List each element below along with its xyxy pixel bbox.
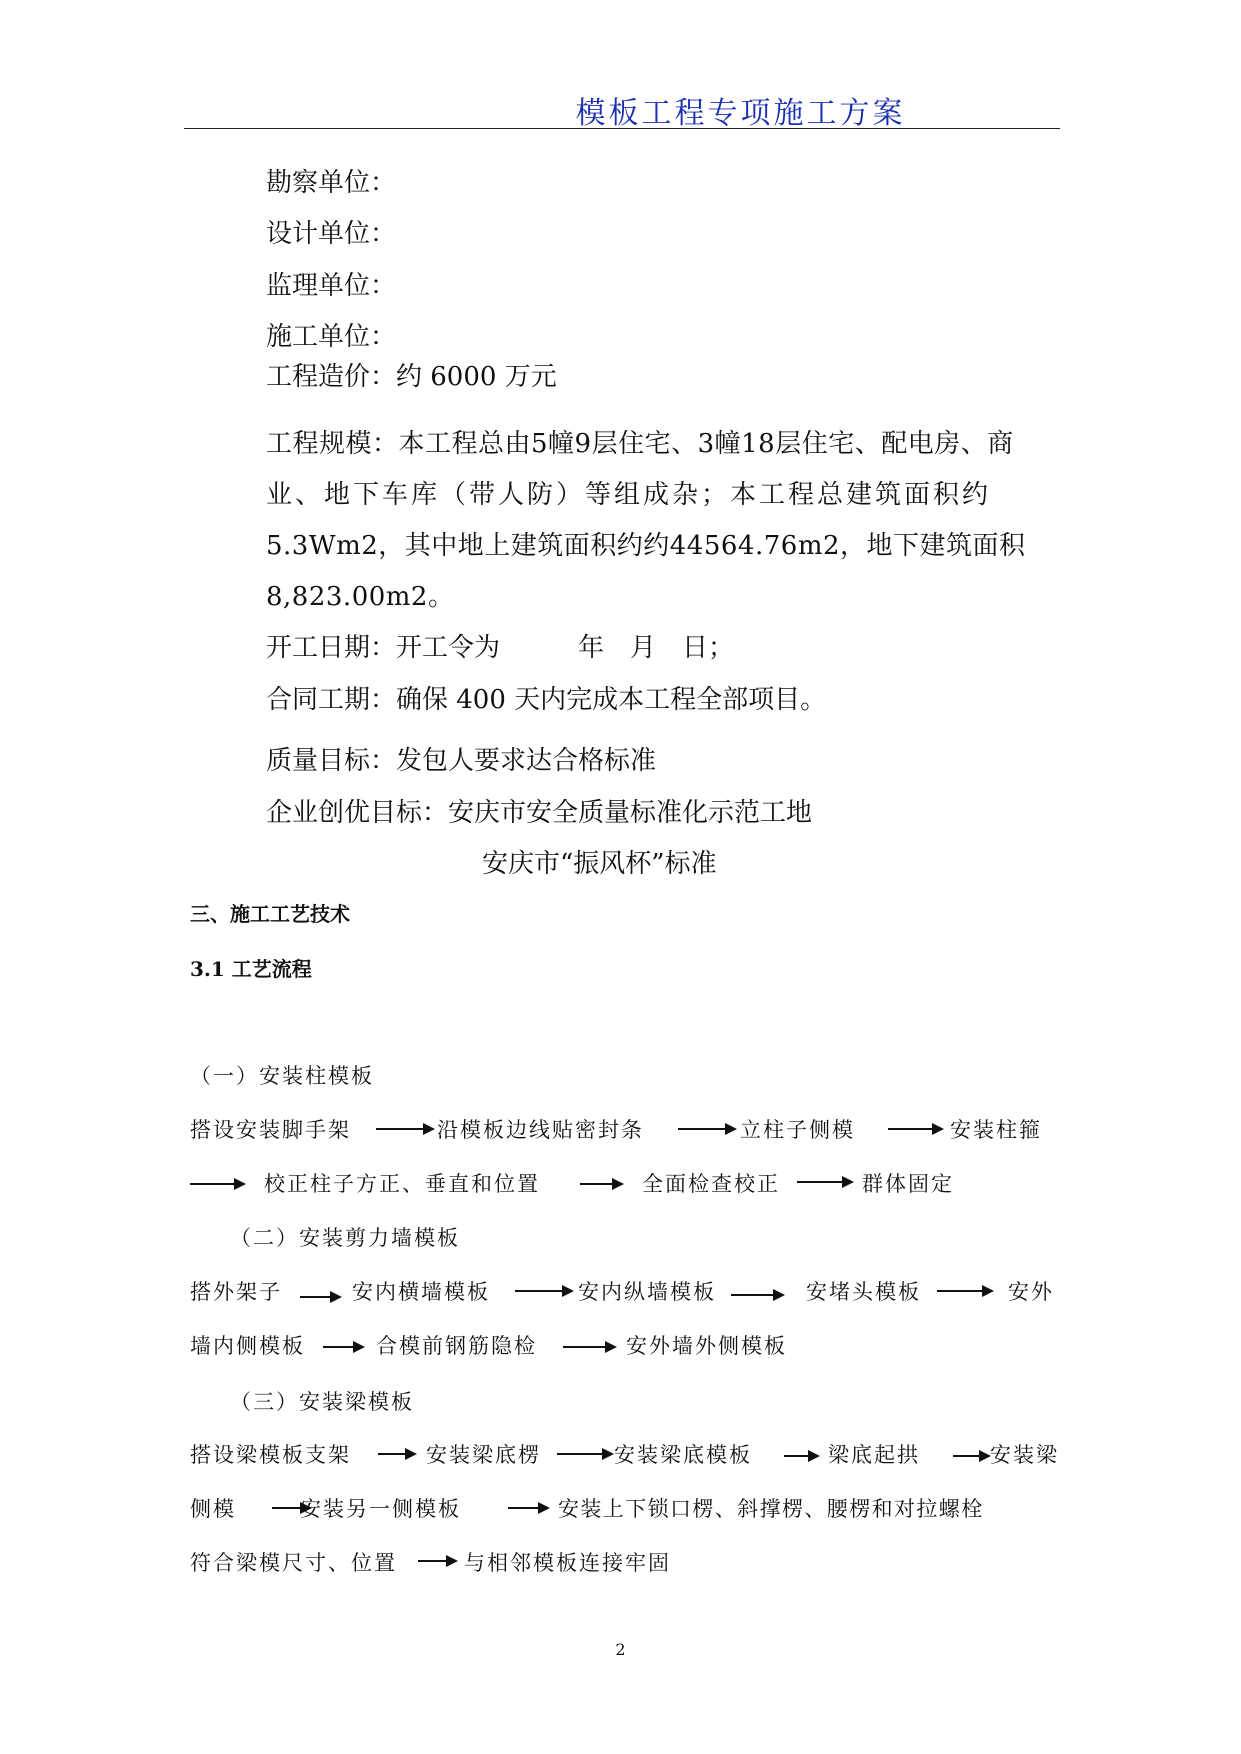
project-scale-line3: 5.3Wm2，其中地上建筑面积约约44564.76m2，地下建筑面积 bbox=[266, 531, 1026, 561]
flow1-step: 搭设安装脚手架 bbox=[190, 1118, 351, 1142]
project-cost: 工程造价：约 6000 万元 bbox=[266, 362, 557, 392]
flow-arrow bbox=[937, 1290, 990, 1292]
flow2-step: 合模前钢筋隐检 bbox=[376, 1334, 537, 1358]
flow2-title: （二）安装剪力墙模板 bbox=[230, 1226, 460, 1250]
page-number: 2 bbox=[615, 1640, 626, 1659]
flow-arrow bbox=[515, 1290, 570, 1292]
flow1-title: （一）安装柱模板 bbox=[190, 1064, 374, 1088]
excellence-target-2: 安庆市“振风杯”标准 bbox=[482, 849, 717, 879]
construction-unit: 施工单位： bbox=[266, 322, 397, 352]
header-rule bbox=[184, 128, 1060, 129]
flow1-step: 群体固定 bbox=[862, 1172, 954, 1196]
subsection-title: 3.1 工艺流程 bbox=[190, 957, 312, 981]
flow-arrow bbox=[563, 1346, 613, 1348]
flow1-step: 立柱子侧模 bbox=[740, 1118, 855, 1142]
flow3-title: （三）安装梁模板 bbox=[230, 1390, 414, 1414]
flow-arrow bbox=[557, 1453, 610, 1455]
flow-arrow bbox=[300, 1296, 338, 1298]
flow2-step: 安外 bbox=[1008, 1280, 1054, 1304]
section-title: 三、施工工艺技术 bbox=[190, 902, 350, 926]
excellence-target: 企业创优目标：安庆市安全质量标准化示范工地 bbox=[266, 798, 813, 828]
flow-arrow bbox=[323, 1346, 361, 1348]
start-date: 开工日期：开工令为 年 月 日； bbox=[266, 633, 735, 663]
flow-arrow bbox=[418, 1560, 454, 1562]
flow-arrow bbox=[953, 1455, 987, 1457]
flow1-step: 校正柱子方正、垂直和位置 bbox=[264, 1172, 540, 1196]
flow-arrow bbox=[797, 1181, 850, 1183]
flow2-step: 安内横墙模板 bbox=[352, 1280, 490, 1304]
flow2-step: 安内纵墙模板 bbox=[578, 1280, 716, 1304]
flow2-step: 安外墙外侧模板 bbox=[626, 1334, 787, 1358]
flow3-step: 梁底起拱 bbox=[828, 1443, 920, 1467]
flow-arrow bbox=[784, 1455, 816, 1457]
flow-arrow bbox=[678, 1128, 733, 1130]
flow3-step: 安装梁底模板 bbox=[614, 1443, 752, 1467]
flow1-step: 安装柱箍 bbox=[950, 1118, 1042, 1142]
flow3-step: 搭设梁模板支架 bbox=[190, 1443, 351, 1467]
flow3-step: 安装梁 bbox=[990, 1443, 1059, 1467]
flow-arrow bbox=[580, 1183, 620, 1185]
flow-arrow bbox=[378, 1453, 413, 1455]
project-scale-line4: 8,823.00m2。 bbox=[266, 582, 455, 612]
flow3-step: 安装另一侧模板 bbox=[300, 1497, 461, 1521]
flow-arrow bbox=[888, 1128, 940, 1130]
flow-arrow bbox=[190, 1183, 242, 1185]
flow2-step: 搭外架子 bbox=[190, 1280, 282, 1304]
flow3-step: 安装上下锁口楞、斜撑楞、腰楞和对拉螺栓 bbox=[558, 1497, 984, 1521]
design-unit: 设计单位： bbox=[266, 219, 397, 249]
flow-arrow bbox=[376, 1128, 431, 1130]
flow-arrow bbox=[508, 1507, 546, 1509]
quality-target: 质量目标：发包人要求达合格标准 bbox=[266, 746, 657, 776]
survey-unit: 勘察单位： bbox=[266, 168, 397, 198]
project-scale-line2: 业、地下车库（带人防）等组成杂；本工程总建筑面积约 bbox=[266, 480, 992, 510]
flow3-step: 侧模 bbox=[190, 1497, 236, 1521]
flow2-step: 墙内侧模板 bbox=[190, 1334, 305, 1358]
flow3-step: 与相邻模板连接牢固 bbox=[464, 1551, 671, 1575]
flow3-step: 安装梁底楞 bbox=[426, 1443, 541, 1467]
supervision-unit: 监理单位： bbox=[266, 271, 397, 301]
header-title: 模板工程专项施工方案 bbox=[575, 96, 906, 131]
flow1-step: 全面检查校正 bbox=[642, 1172, 780, 1196]
flow1-step: 沿模板边线贴密封条 bbox=[437, 1118, 644, 1142]
flow-arrow bbox=[731, 1294, 781, 1296]
project-scale-line1: 工程规模：本工程总由5幢9层住宅、3幢18层住宅、配电房、商 bbox=[266, 429, 1014, 459]
flow3-step: 符合梁模尺寸、位置 bbox=[190, 1551, 397, 1575]
contract-duration: 合同工期：确保 400 天内完成本工程全部项目。 bbox=[266, 685, 827, 715]
flow2-step: 安堵头模板 bbox=[806, 1280, 921, 1304]
